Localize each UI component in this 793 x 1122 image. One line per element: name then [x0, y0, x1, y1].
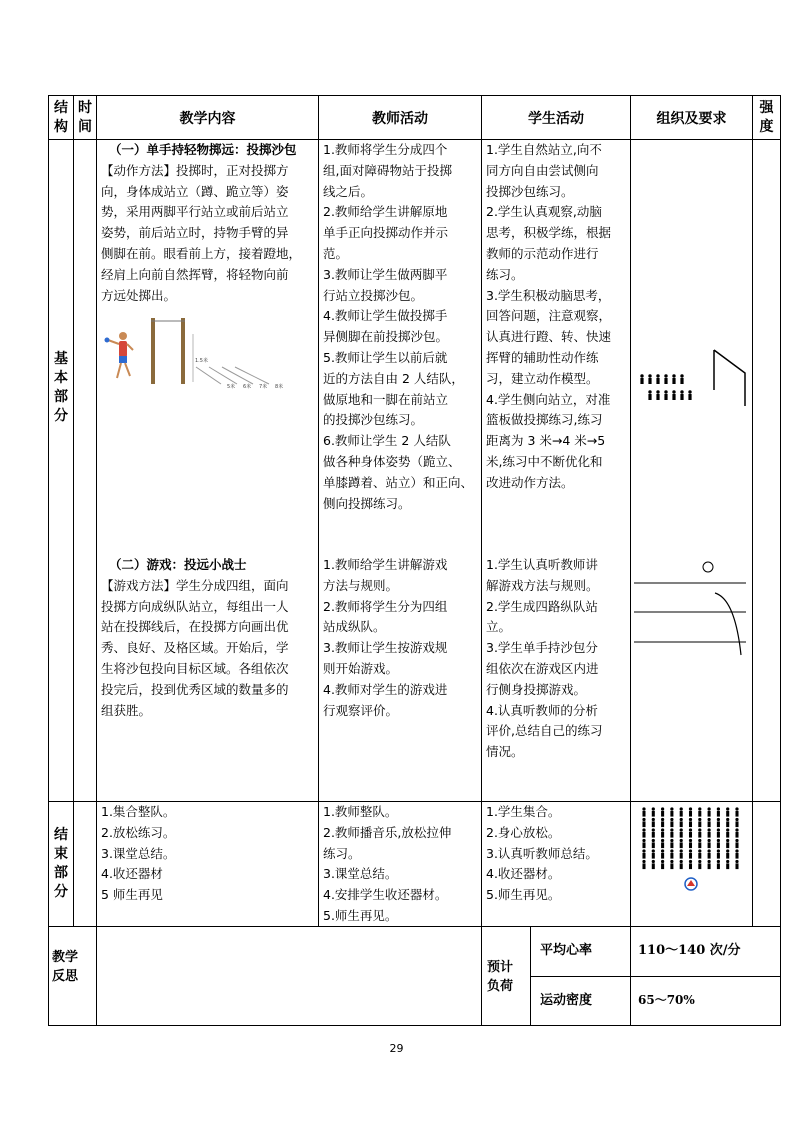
teacher-activity-line: 3.教师让学生做两脚平	[323, 266, 448, 282]
person-icon	[688, 390, 691, 393]
person-icon	[707, 807, 710, 810]
header-teacher	[319, 96, 481, 139]
person-icon-body	[680, 378, 683, 384]
heart-rate-value: 110～140 次/分	[638, 943, 741, 958]
person-icon-body	[726, 811, 729, 817]
person-icon-body	[670, 832, 673, 838]
ending-teacher-line: 3.课堂总结。	[323, 866, 398, 882]
throw-arc	[715, 593, 741, 655]
ending-teacher-line: 5.师生再见。	[323, 907, 398, 923]
person-icon-body	[735, 842, 738, 848]
basketball-stand-arm	[714, 350, 745, 406]
student-activity-line: 3.学生积极动脑思考，	[486, 287, 611, 303]
person-icon-body	[680, 394, 683, 400]
person-icon	[735, 807, 738, 810]
person-icon-body	[642, 821, 645, 827]
teacher-activity-line: 站成纵队。	[323, 619, 386, 635]
formation-diagram-2	[638, 806, 748, 896]
header-intensity-text: 强度	[759, 99, 774, 135]
person-icon-body	[642, 832, 645, 838]
person-icon-body	[670, 842, 673, 848]
person-icon	[726, 839, 729, 842]
method-line: 组获胜。	[101, 702, 152, 718]
person-icon-body	[735, 853, 738, 859]
person-icon-body	[648, 378, 651, 384]
ending-content-line: 1.集合整队。	[101, 804, 176, 819]
person-icon	[689, 839, 692, 842]
teacher-activity-line: 4.教师让学生做投掷手	[323, 308, 448, 324]
method-line: 向，身体成站立（蹲、跪立等）姿	[101, 183, 289, 199]
person-icon-body	[652, 821, 655, 827]
teacher-activity-line: 范。	[323, 245, 349, 261]
student-activity-line: 4.学生侧向站立，对准	[486, 391, 611, 407]
person-icon	[652, 828, 655, 831]
person-icon-body	[735, 821, 738, 827]
person-icon-body	[688, 394, 691, 400]
person-icon	[661, 849, 664, 852]
person-icon	[642, 849, 645, 852]
person-icon-body	[661, 853, 664, 859]
throwing-diagram	[101, 312, 291, 392]
ending-content-line: 2.放松练习。	[101, 824, 176, 840]
teacher-activity-line: 做原地和一脚在前站立	[323, 391, 449, 407]
distance-label-7: 7米	[259, 384, 268, 390]
person-icon	[689, 849, 692, 852]
method-line: 姿势，前后站立时，持物手臂的异	[101, 225, 289, 241]
teacher-activity-line: 侧向投掷练习。	[323, 495, 411, 511]
height-label: 1.5米	[195, 358, 208, 364]
person-icon	[707, 828, 710, 831]
person-icon	[717, 828, 720, 831]
person-icon	[726, 807, 729, 810]
person-icon	[670, 828, 673, 831]
person-icon	[680, 390, 683, 393]
person-icon	[680, 860, 683, 863]
method-line: 投掷方向成纵队站立，每组出一人	[101, 598, 289, 614]
student-activity-line: 4.认真听教师的分析	[486, 702, 598, 718]
student-activity-line: 2.学生成四路纵队站	[486, 598, 598, 614]
distance-lines	[196, 367, 269, 384]
page-number: 29	[389, 1042, 404, 1055]
person-icon-body	[670, 811, 673, 817]
person-icon	[670, 860, 673, 863]
person-icon	[698, 807, 701, 810]
person-icon-body	[670, 863, 673, 869]
ending-student-line: 3.认真听教师总结。	[486, 845, 598, 861]
teacher-activity-line: 行观察评价。	[323, 702, 399, 718]
header-organization	[631, 96, 752, 139]
student-activity-line: 教师的示范动作进行	[486, 245, 599, 261]
student-activity-line: 组依次在游戏区内进	[486, 660, 599, 676]
ending-teacher-line: 练习。	[323, 845, 361, 861]
person-icon	[717, 849, 720, 852]
person-icon-body	[648, 394, 651, 400]
student-activity-line: 投掷沙包练习。	[486, 183, 574, 199]
method-line: 投完后，投到优秀区域的数量多的	[101, 681, 289, 697]
student-activity-line: 思考，积极学练，根据	[486, 225, 612, 241]
method-line: 秀、良好、及格区域。开始后，学	[101, 640, 289, 656]
student-activity-line: 1.学生自然站立,向不	[486, 142, 602, 157]
person-icon-body	[689, 832, 692, 838]
person-icon-body	[642, 853, 645, 859]
load-label-text: 预计负荷	[487, 960, 514, 994]
person-icon	[670, 839, 673, 842]
person-icon-body	[652, 853, 655, 859]
person-icon	[735, 839, 738, 842]
person-icon	[689, 807, 692, 810]
teacher-activity-line: 2.教师给学生讲解原地	[323, 204, 448, 220]
person-icon	[656, 390, 659, 393]
student-activity-line: 2.学生认真观察,动脑	[486, 204, 602, 220]
person-icon-body	[735, 832, 738, 838]
teacher-activity-line: 单膝蹲着、站立）和正向、	[323, 474, 474, 490]
person-icon-body	[726, 842, 729, 848]
person-icon-body	[680, 842, 683, 848]
person-icon-body	[642, 863, 645, 869]
header-content	[97, 96, 318, 139]
student-activity-line: 评价,总结自己的练习	[486, 723, 603, 739]
game-zone-diagram	[631, 555, 752, 660]
density-label: 运动密度	[540, 993, 593, 1008]
teacher-activity-line: 3.教师让学生按游戏规	[323, 640, 448, 656]
method-line: 【游戏方法】学生分成四组，面向	[101, 577, 289, 593]
person-icon-body	[689, 811, 692, 817]
person-icon	[656, 374, 659, 377]
student-activity-line: 解游戏方法与规则。	[486, 577, 599, 593]
person-icon	[652, 807, 655, 810]
person-icon-body	[689, 863, 692, 869]
student-activity-line: 习，建立动作模型。	[486, 370, 599, 386]
person-icon-body	[652, 832, 655, 838]
part2-student-activity	[486, 555, 629, 763]
person-icon	[680, 828, 683, 831]
person-icon	[726, 818, 729, 821]
person-icon-body	[698, 821, 701, 827]
density-value: 65～70%	[638, 993, 695, 1007]
teacher-activity-line: 异侧脚在前投掷沙包。	[323, 329, 449, 345]
person-icon	[652, 860, 655, 863]
person-icon-body	[708, 853, 711, 859]
part1-method	[101, 161, 317, 307]
person-icon-body	[708, 821, 711, 827]
ending-student-line: 2.身心放松。	[486, 824, 561, 840]
student-activity-line: 篮板做投掷练习,练习	[486, 412, 603, 428]
person-icon	[670, 849, 673, 852]
person-icon-body	[708, 842, 711, 848]
person-icon	[680, 818, 683, 821]
person-icon-body	[680, 811, 683, 817]
header-time	[74, 96, 96, 139]
person-icon	[689, 860, 692, 863]
person-icon-body	[717, 853, 720, 859]
header-structure	[49, 96, 73, 139]
person-icon-body	[689, 821, 692, 827]
person-icon	[642, 807, 645, 810]
teacher-activity-line: 2.教师将学生分为四组	[323, 598, 448, 614]
part2-teacher-activity	[323, 555, 480, 721]
teacher-activity-line: 1.教师给学生讲解游戏	[323, 557, 448, 572]
person-icon	[717, 839, 720, 842]
person-icon-body	[652, 811, 655, 817]
person-icon-body	[661, 821, 664, 827]
student-activity-line: 3.学生单手持沙包分	[486, 640, 598, 656]
student-activity-line: 情况。	[486, 744, 524, 760]
person-icon	[707, 849, 710, 852]
person-icon	[672, 374, 675, 377]
teacher-activity-line: 线之后。	[323, 183, 374, 199]
person-icon	[680, 807, 683, 810]
person-icon-body	[661, 832, 664, 838]
person-icon-body	[726, 863, 729, 869]
ending-student-line: 5.师生再见。	[486, 887, 561, 903]
header-time-text: 时间	[78, 99, 92, 135]
person-icon	[642, 839, 645, 842]
teacher-activity-line: 4.教师对学生的游戏进	[323, 681, 448, 697]
teacher-activity-line: 则开始游戏。	[323, 660, 399, 676]
ending-teacher-line: 2.教师播音乐,放松拉伸	[323, 824, 452, 840]
person-icon	[735, 828, 738, 831]
person-icon	[726, 860, 729, 863]
person-icon-body	[708, 811, 711, 817]
teacher-activity-line: 方法与规则。	[323, 577, 399, 593]
student-activity-line: 米,练习中不断优化和	[486, 453, 603, 469]
person-icon-body	[642, 811, 645, 817]
person-icon-body	[698, 842, 701, 848]
header-organization-text: 组织及要求	[656, 110, 727, 127]
person-icon-body	[698, 811, 701, 817]
method-line: 方远处掷出。	[101, 287, 177, 303]
person-icon-body	[698, 853, 701, 859]
student-activity-line: 距离为 3 米→4 米→5	[486, 433, 606, 449]
person-icon-body	[661, 842, 664, 848]
student-activity-line: 1.学生认真听教师讲	[486, 557, 598, 572]
person-icon	[642, 828, 645, 831]
section-reflection-text: 教学反思	[52, 950, 79, 984]
person-icon-body	[708, 832, 711, 838]
person-icon	[689, 828, 692, 831]
person-icon-body	[726, 821, 729, 827]
person-icon	[707, 860, 710, 863]
person-icon	[698, 849, 701, 852]
heart-rate-label: 平均心率	[540, 943, 593, 958]
person-icon	[707, 818, 710, 821]
teacher-marker	[685, 878, 697, 890]
ending-student-activity	[486, 802, 629, 906]
person-icon-body	[698, 863, 701, 869]
person-icon-body	[664, 378, 667, 384]
method-line: 生将沙包投向目标区域。各组依次	[101, 660, 289, 676]
student-activity-line: 认真进行蹬、转、快速	[486, 329, 612, 345]
thrower-figure	[105, 332, 134, 378]
person-icon-body	[672, 394, 675, 400]
person-icon	[717, 818, 720, 821]
ending-teacher-line: 1.教师整队。	[323, 804, 398, 819]
student-activity-line: 回答问题，注意观察，	[486, 308, 612, 324]
person-icon-body	[726, 832, 729, 838]
person-icon	[698, 839, 701, 842]
part1-title: （一）单手持轻物掷远：投掷沙包	[109, 142, 297, 157]
person-icon-body	[680, 863, 683, 869]
person-icon-body	[680, 821, 683, 827]
person-icon	[680, 839, 683, 842]
person-icon-body	[717, 821, 720, 827]
person-icon-body	[664, 394, 667, 400]
person-icon	[661, 807, 664, 810]
person-icon-body	[656, 378, 659, 384]
teacher-activity-line: 做各种身体姿势（跪立、	[323, 453, 461, 469]
method-line: 势，采用两脚平行站立或前后站立	[101, 204, 289, 220]
person-icon	[652, 818, 655, 821]
distance-label-5: 5米	[227, 384, 236, 390]
person-icon	[640, 374, 643, 377]
person-icon	[698, 828, 701, 831]
person-icon	[652, 839, 655, 842]
person-icon	[661, 839, 664, 842]
teacher-activity-line: 行站立投掷沙包。	[323, 287, 424, 303]
distance-label-6: 6米	[243, 384, 252, 390]
teacher-activity-line: 单手正向投掷动作并示	[323, 225, 449, 241]
header-teacher-text: 教师活动	[372, 110, 428, 127]
distance-label-8: 8米	[275, 384, 284, 390]
teacher-activity-line: 的投掷沙包练习。	[323, 412, 424, 428]
person-icon	[689, 818, 692, 821]
person-icon	[661, 828, 664, 831]
person-icon	[698, 860, 701, 863]
ending-student-line: 4.收还器材。	[486, 866, 561, 882]
person-icon	[735, 860, 738, 863]
student-activity-line: 行侧身投掷游戏。	[486, 681, 587, 697]
person-icon-body	[680, 853, 683, 859]
ending-student-line: 1.学生集合。	[486, 804, 561, 819]
teacher-activity-line: 1.教师将学生分成四个	[323, 142, 448, 157]
section-reflection-label	[52, 948, 92, 986]
ending-content-line: 5 师生再见	[101, 887, 163, 903]
section-ending-label: 结束部分	[54, 827, 68, 900]
person-icon-body	[726, 853, 729, 859]
person-icon-body	[661, 863, 664, 869]
person-icon-body	[642, 842, 645, 848]
student-assembly	[642, 807, 738, 869]
person-icon-body	[689, 853, 692, 859]
person-icon-body	[735, 811, 738, 817]
teacher-activity-line: 6.教师让学生 2 人结队	[323, 433, 451, 449]
person-icon-body	[717, 842, 720, 848]
method-line: 【动作方法】投掷时，正对投掷方	[101, 162, 289, 178]
teacher-activity-line: 组,面对障碍物站于投掷	[323, 162, 452, 178]
person-icon-body	[698, 832, 701, 838]
person-icon	[735, 818, 738, 821]
part1-student-activity	[486, 140, 629, 494]
part1-content	[101, 140, 317, 306]
person-icon	[661, 860, 664, 863]
method-line: 经肩上向前自然挥臂，将轻物向前	[101, 266, 289, 282]
ending-teacher-activity	[323, 802, 480, 927]
part2-method	[101, 576, 317, 722]
person-icon	[670, 818, 673, 821]
part2-content	[101, 555, 317, 721]
person-icon	[664, 374, 667, 377]
header-content-text: 教学内容	[179, 110, 236, 127]
person-icon-body	[717, 832, 720, 838]
teacher-activity-line: 5.教师让学生以前后就	[323, 349, 448, 365]
person-icon	[680, 374, 683, 377]
person-icon	[642, 860, 645, 863]
person-icon	[652, 849, 655, 852]
person-icon	[707, 839, 710, 842]
header-student-text: 学生活动	[528, 110, 584, 127]
student-formation	[640, 374, 691, 400]
student-activity-line: 练习。	[486, 266, 524, 282]
person-icon-body	[689, 842, 692, 848]
barrier-posts	[151, 318, 193, 384]
person-icon	[661, 818, 664, 821]
ending-content	[101, 802, 317, 906]
person-icon	[664, 390, 667, 393]
method-line: 站在投掷线后，在投掷方向画出优	[101, 619, 289, 635]
person-icon	[648, 390, 651, 393]
person-icon	[726, 849, 729, 852]
part1-teacher-activity	[323, 140, 480, 514]
person-icon-body	[717, 811, 720, 817]
person-icon	[735, 849, 738, 852]
person-icon	[680, 849, 683, 852]
person-icon-body	[680, 832, 683, 838]
student-activity-line: 挥臂的辅助性动作练	[486, 349, 599, 365]
person-icon	[672, 390, 675, 393]
person-icon-body	[640, 378, 643, 384]
person-icon-body	[672, 378, 675, 384]
student-activity-line: 改进动作方法。	[486, 474, 574, 490]
formation-diagram-1	[634, 340, 750, 410]
method-line: 侧脚在前。眼看前上方，接着蹬地，	[101, 245, 302, 261]
header-intensity	[753, 96, 780, 139]
person-icon-body	[670, 821, 673, 827]
part2-title: （二）游戏：投远小战士	[109, 557, 247, 572]
ending-teacher-line: 4.安排学生收还器材。	[323, 887, 448, 903]
header-structure-text: 结构	[54, 99, 68, 135]
person-icon	[717, 807, 720, 810]
student-activity-line: 同方向自由尝试侧向	[486, 162, 599, 178]
person-icon	[717, 860, 720, 863]
person-icon-body	[708, 863, 711, 869]
person-icon	[670, 807, 673, 810]
person-icon-body	[652, 863, 655, 869]
load-label	[487, 958, 527, 996]
student-activity-line: 立。	[486, 619, 512, 635]
ending-content-line: 4.收还器材	[101, 866, 163, 882]
person-icon-body	[735, 863, 738, 869]
person-icon-body	[652, 842, 655, 848]
person-icon	[698, 818, 701, 821]
person-icon-body	[661, 811, 664, 817]
ending-content-line: 3.课堂总结。	[101, 845, 176, 861]
person-icon	[726, 828, 729, 831]
thrower-marker	[703, 562, 713, 572]
teacher-activity-line: 近的方法自由 2 人结队，	[323, 370, 464, 386]
person-icon	[648, 374, 651, 377]
header-student	[482, 96, 630, 139]
section-basic-label: 基本部分	[54, 351, 68, 424]
person-icon	[642, 818, 645, 821]
person-icon-body	[717, 863, 720, 869]
person-icon-body	[656, 394, 659, 400]
person-icon-body	[670, 853, 673, 859]
